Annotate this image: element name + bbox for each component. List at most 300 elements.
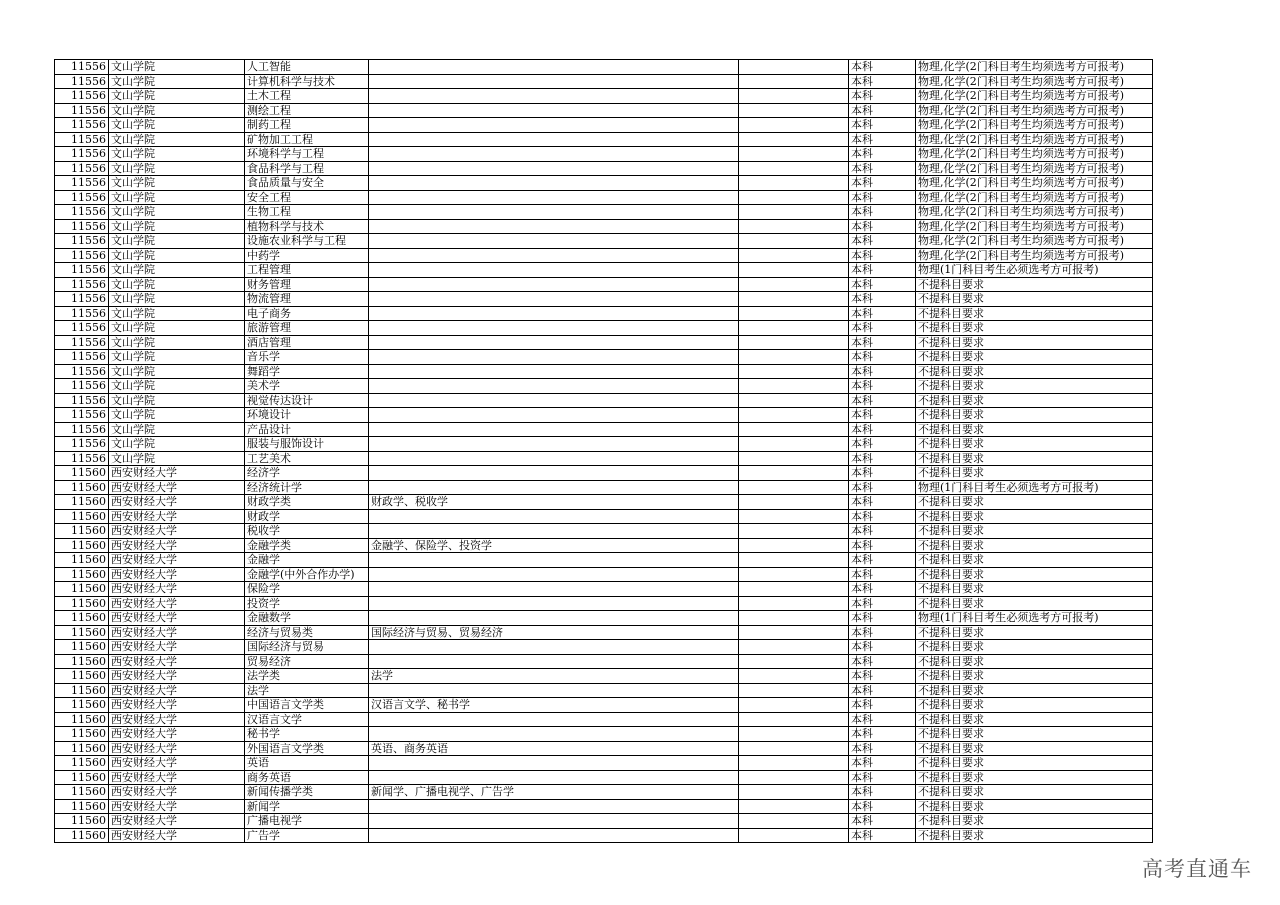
included-majors-cell [369, 553, 739, 568]
level-cell: 本科 [849, 712, 916, 727]
level-cell: 本科 [849, 538, 916, 553]
blank-cell [739, 756, 849, 771]
major-name-cell: 新闻传播学类 [245, 785, 369, 800]
level-cell: 本科 [849, 248, 916, 263]
subject-requirement-cell: 不提科目要求 [916, 466, 1153, 481]
subject-requirement-cell: 不提科目要求 [916, 292, 1153, 307]
blank-cell [739, 132, 849, 147]
major-name-cell: 视觉传达设计 [245, 393, 369, 408]
blank-cell [739, 190, 849, 205]
major-name-cell: 汉语言文学 [245, 712, 369, 727]
major-name-cell: 环境设计 [245, 408, 369, 423]
level-cell: 本科 [849, 480, 916, 495]
level-cell: 本科 [849, 277, 916, 292]
school-code-cell: 11556 [55, 132, 109, 147]
table-body [55, 60, 1153, 843]
blank-cell [739, 277, 849, 292]
table-row [55, 161, 1153, 176]
school-code-cell: 11560 [55, 567, 109, 582]
blank-cell [739, 422, 849, 437]
major-name-cell: 美术学 [245, 379, 369, 394]
subject-requirement-cell: 不提科目要求 [916, 321, 1153, 336]
included-majors-cell [369, 132, 739, 147]
subject-requirement-cell: 不提科目要求 [916, 698, 1153, 713]
table-row [55, 625, 1153, 640]
school-code-cell: 11560 [55, 741, 109, 756]
school-name-cell: 西安财经大学 [109, 466, 245, 481]
school-code-cell: 11556 [55, 263, 109, 278]
blank-cell [739, 335, 849, 350]
major-name-cell: 秘书学 [245, 727, 369, 742]
included-majors-cell [369, 408, 739, 423]
major-name-cell: 土木工程 [245, 89, 369, 104]
school-code-cell: 11556 [55, 219, 109, 234]
level-cell: 本科 [849, 756, 916, 771]
blank-cell [739, 611, 849, 626]
blank-cell [739, 654, 849, 669]
school-name-cell: 西安财经大学 [109, 625, 245, 640]
school-name-cell: 文山学院 [109, 379, 245, 394]
blank-cell [739, 799, 849, 814]
major-name-cell: 英语 [245, 756, 369, 771]
subject-requirement-cell: 物理(1门科目考生必须选考方可报考) [916, 611, 1153, 626]
school-code-cell: 11560 [55, 814, 109, 829]
major-name-cell: 旅游管理 [245, 321, 369, 336]
school-name-cell: 西安财经大学 [109, 669, 245, 684]
included-majors-cell: 新闻学、广播电视学、广告学 [369, 785, 739, 800]
table-row [55, 350, 1153, 365]
table-row [55, 683, 1153, 698]
subject-requirement-cell: 不提科目要求 [916, 596, 1153, 611]
subject-requirement-cell: 不提科目要求 [916, 451, 1153, 466]
school-code-cell: 11560 [55, 640, 109, 655]
school-name-cell: 文山学院 [109, 60, 245, 75]
major-name-cell: 工程管理 [245, 263, 369, 278]
school-code-cell: 11560 [55, 480, 109, 495]
included-majors-cell [369, 437, 739, 452]
table-row [55, 480, 1153, 495]
level-cell: 本科 [849, 74, 916, 89]
subject-requirement-cell: 物理(1门科目考生必须选考方可报考) [916, 263, 1153, 278]
blank-cell [739, 379, 849, 394]
level-cell: 本科 [849, 147, 916, 162]
major-name-cell: 经济统计学 [245, 480, 369, 495]
school-name-cell: 西安财经大学 [109, 828, 245, 843]
included-majors-cell [369, 277, 739, 292]
subject-requirement-cell: 不提科目要求 [916, 538, 1153, 553]
blank-cell [739, 248, 849, 263]
table-row [55, 785, 1153, 800]
included-majors-cell [369, 422, 739, 437]
major-name-cell: 物流管理 [245, 292, 369, 307]
major-name-cell: 植物科学与技术 [245, 219, 369, 234]
school-code-cell: 11556 [55, 306, 109, 321]
subject-requirement-cell: 不提科目要求 [916, 277, 1153, 292]
included-majors-cell: 国际经济与贸易、贸易经济 [369, 625, 739, 640]
table-row [55, 596, 1153, 611]
school-code-cell: 11556 [55, 103, 109, 118]
included-majors-cell [369, 524, 739, 539]
school-code-cell: 11556 [55, 205, 109, 220]
school-code-cell: 11556 [55, 364, 109, 379]
major-name-cell: 法学类 [245, 669, 369, 684]
table-row [55, 103, 1153, 118]
school-name-cell: 文山学院 [109, 219, 245, 234]
school-name-cell: 文山学院 [109, 451, 245, 466]
blank-cell [739, 161, 849, 176]
level-cell: 本科 [849, 60, 916, 75]
major-name-cell: 音乐学 [245, 350, 369, 365]
blank-cell [739, 364, 849, 379]
school-name-cell: 文山学院 [109, 321, 245, 336]
table-row [55, 567, 1153, 582]
subject-requirement-cell: 不提科目要求 [916, 828, 1153, 843]
included-majors-cell [369, 640, 739, 655]
included-majors-cell [369, 176, 739, 191]
level-cell: 本科 [849, 103, 916, 118]
school-code-cell: 11556 [55, 379, 109, 394]
school-code-cell: 11560 [55, 611, 109, 626]
major-name-cell: 环境科学与工程 [245, 147, 369, 162]
level-cell: 本科 [849, 379, 916, 394]
school-name-cell: 文山学院 [109, 234, 245, 249]
school-name-cell: 西安财经大学 [109, 741, 245, 756]
level-cell: 本科 [849, 118, 916, 133]
table-row [55, 741, 1153, 756]
school-code-cell: 11560 [55, 466, 109, 481]
school-name-cell: 西安财经大学 [109, 582, 245, 597]
school-code-cell: 11560 [55, 785, 109, 800]
included-majors-cell [369, 219, 739, 234]
school-name-cell: 文山学院 [109, 118, 245, 133]
school-code-cell: 11560 [55, 727, 109, 742]
major-name-cell: 食品科学与工程 [245, 161, 369, 176]
table-row [55, 263, 1153, 278]
table-row [55, 495, 1153, 510]
school-code-cell: 11556 [55, 451, 109, 466]
school-name-cell: 文山学院 [109, 74, 245, 89]
level-cell: 本科 [849, 611, 916, 626]
blank-cell [739, 408, 849, 423]
level-cell: 本科 [849, 234, 916, 249]
major-name-cell: 金融学(中外合作办学) [245, 567, 369, 582]
level-cell: 本科 [849, 408, 916, 423]
level-cell: 本科 [849, 625, 916, 640]
level-cell: 本科 [849, 683, 916, 698]
level-cell: 本科 [849, 553, 916, 568]
major-name-cell: 酒店管理 [245, 335, 369, 350]
blank-cell [739, 770, 849, 785]
school-name-cell: 西安财经大学 [109, 495, 245, 510]
school-name-cell: 西安财经大学 [109, 814, 245, 829]
table-row [55, 408, 1153, 423]
blank-cell [739, 219, 849, 234]
blank-cell [739, 727, 849, 742]
blank-cell [739, 596, 849, 611]
school-code-cell: 11556 [55, 234, 109, 249]
table-row [55, 248, 1153, 263]
level-cell: 本科 [849, 364, 916, 379]
major-name-cell: 国际经济与贸易 [245, 640, 369, 655]
subject-requirement-cell: 不提科目要求 [916, 741, 1153, 756]
school-code-cell: 11556 [55, 190, 109, 205]
subject-requirement-cell: 物理,化学(2门科目考生均须选考方可报考) [916, 132, 1153, 147]
blank-cell [739, 89, 849, 104]
major-name-cell: 食品质量与安全 [245, 176, 369, 191]
table-row [55, 306, 1153, 321]
level-cell: 本科 [849, 190, 916, 205]
blank-cell [739, 741, 849, 756]
table-row [55, 364, 1153, 379]
included-majors-cell [369, 335, 739, 350]
table-row [55, 553, 1153, 568]
table-row [55, 292, 1153, 307]
subject-requirement-cell: 物理,化学(2门科目考生均须选考方可报考) [916, 161, 1153, 176]
school-name-cell: 西安财经大学 [109, 683, 245, 698]
school-code-cell: 11560 [55, 756, 109, 771]
included-majors-cell [369, 306, 739, 321]
major-name-cell: 设施农业科学与工程 [245, 234, 369, 249]
subject-requirement-cell: 物理,化学(2门科目考生均须选考方可报考) [916, 147, 1153, 162]
subject-requirement-cell: 不提科目要求 [916, 770, 1153, 785]
table-row [55, 756, 1153, 771]
subject-requirement-cell: 不提科目要求 [916, 306, 1153, 321]
school-code-cell: 11560 [55, 625, 109, 640]
table-row [55, 437, 1153, 452]
school-name-cell: 西安财经大学 [109, 567, 245, 582]
level-cell: 本科 [849, 814, 916, 829]
table-row [55, 147, 1153, 162]
major-name-cell: 投资学 [245, 596, 369, 611]
level-cell: 本科 [849, 582, 916, 597]
table-row [55, 321, 1153, 336]
major-name-cell: 外国语言文学类 [245, 741, 369, 756]
table-row [55, 176, 1153, 191]
table-row [55, 466, 1153, 481]
included-majors-cell [369, 814, 739, 829]
school-code-cell: 11556 [55, 393, 109, 408]
subject-requirement-cell: 不提科目要求 [916, 727, 1153, 742]
blank-cell [739, 625, 849, 640]
level-cell: 本科 [849, 799, 916, 814]
school-name-cell: 西安财经大学 [109, 553, 245, 568]
included-majors-cell [369, 321, 739, 336]
level-cell: 本科 [849, 770, 916, 785]
school-name-cell: 文山学院 [109, 263, 245, 278]
level-cell: 本科 [849, 640, 916, 655]
school-code-cell: 11560 [55, 683, 109, 698]
subject-requirement-cell: 物理,化学(2门科目考生均须选考方可报考) [916, 205, 1153, 220]
school-name-cell: 文山学院 [109, 335, 245, 350]
subject-requirement-cell: 物理,化学(2门科目考生均须选考方可报考) [916, 74, 1153, 89]
school-name-cell: 西安财经大学 [109, 596, 245, 611]
level-cell: 本科 [849, 321, 916, 336]
table-row [55, 277, 1153, 292]
major-name-cell: 经济学 [245, 466, 369, 481]
included-majors-cell: 英语、商务英语 [369, 741, 739, 756]
included-majors-cell [369, 89, 739, 104]
school-code-cell: 11560 [55, 495, 109, 510]
blank-cell [739, 147, 849, 162]
school-name-cell: 西安财经大学 [109, 727, 245, 742]
table-row [55, 582, 1153, 597]
blank-cell [739, 263, 849, 278]
major-name-cell: 生物工程 [245, 205, 369, 220]
major-name-cell: 服装与服饰设计 [245, 437, 369, 452]
school-code-cell: 11560 [55, 669, 109, 684]
subject-requirement-cell: 不提科目要求 [916, 509, 1153, 524]
level-cell: 本科 [849, 437, 916, 452]
included-majors-cell [369, 683, 739, 698]
table-row [55, 654, 1153, 669]
subject-requirement-cell: 不提科目要求 [916, 422, 1153, 437]
included-majors-cell [369, 611, 739, 626]
level-cell: 本科 [849, 306, 916, 321]
blank-cell [739, 567, 849, 582]
school-name-cell: 文山学院 [109, 393, 245, 408]
school-name-cell: 西安财经大学 [109, 712, 245, 727]
table-row [55, 538, 1153, 553]
school-name-cell: 文山学院 [109, 176, 245, 191]
school-code-cell: 11560 [55, 654, 109, 669]
school-name-cell: 文山学院 [109, 422, 245, 437]
level-cell: 本科 [849, 335, 916, 350]
watermark-text: 高考直通车 [1142, 857, 1252, 881]
major-name-cell: 广播电视学 [245, 814, 369, 829]
included-majors-cell [369, 770, 739, 785]
subject-requirement-cell: 物理,化学(2门科目考生均须选考方可报考) [916, 219, 1153, 234]
major-name-cell: 财政学 [245, 509, 369, 524]
school-name-cell: 文山学院 [109, 147, 245, 162]
school-name-cell: 西安财经大学 [109, 611, 245, 626]
subject-requirement-cell: 物理,化学(2门科目考生均须选考方可报考) [916, 60, 1153, 75]
subject-requirement-cell: 不提科目要求 [916, 625, 1153, 640]
included-majors-cell [369, 582, 739, 597]
school-name-cell: 西安财经大学 [109, 785, 245, 800]
level-cell: 本科 [849, 727, 916, 742]
subject-requirement-cell: 不提科目要求 [916, 524, 1153, 539]
subject-requirement-cell: 不提科目要求 [916, 669, 1153, 684]
blank-cell [739, 712, 849, 727]
major-name-cell: 财务管理 [245, 277, 369, 292]
included-majors-cell [369, 828, 739, 843]
level-cell: 本科 [849, 451, 916, 466]
school-name-cell: 西安财经大学 [109, 756, 245, 771]
blank-cell [739, 814, 849, 829]
school-name-cell: 西安财经大学 [109, 524, 245, 539]
subject-requirement-cell: 不提科目要求 [916, 799, 1153, 814]
subject-requirement-cell: 物理,化学(2门科目考生均须选考方可报考) [916, 190, 1153, 205]
major-name-cell: 商务英语 [245, 770, 369, 785]
major-name-cell: 电子商务 [245, 306, 369, 321]
table-row [55, 132, 1153, 147]
table-row [55, 611, 1153, 626]
blank-cell [739, 451, 849, 466]
subject-requirement-cell: 不提科目要求 [916, 350, 1153, 365]
school-code-cell: 11560 [55, 698, 109, 713]
school-code-cell: 11556 [55, 422, 109, 437]
blank-cell [739, 292, 849, 307]
major-name-cell: 保险学 [245, 582, 369, 597]
school-name-cell: 文山学院 [109, 306, 245, 321]
table-row [55, 74, 1153, 89]
included-majors-cell [369, 60, 739, 75]
subject-requirement-cell: 物理(1门科目考生必须选考方可报考) [916, 480, 1153, 495]
blank-cell [739, 785, 849, 800]
included-majors-cell [369, 147, 739, 162]
school-code-cell: 11556 [55, 176, 109, 191]
blank-cell [739, 437, 849, 452]
school-name-cell: 西安财经大学 [109, 799, 245, 814]
subject-requirement-cell: 不提科目要求 [916, 437, 1153, 452]
blank-cell [739, 828, 849, 843]
subject-requirement-cell: 不提科目要求 [916, 785, 1153, 800]
included-majors-cell [369, 712, 739, 727]
level-cell: 本科 [849, 567, 916, 582]
blank-cell [739, 176, 849, 191]
subject-requirement-cell: 不提科目要求 [916, 654, 1153, 669]
subject-requirement-cell: 物理,化学(2门科目考生均须选考方可报考) [916, 234, 1153, 249]
school-name-cell: 西安财经大学 [109, 480, 245, 495]
school-code-cell: 11556 [55, 89, 109, 104]
blank-cell [739, 669, 849, 684]
level-cell: 本科 [849, 698, 916, 713]
table-row [55, 669, 1153, 684]
enrollment-table [54, 59, 1153, 843]
school-code-cell: 11560 [55, 582, 109, 597]
school-code-cell: 11560 [55, 770, 109, 785]
level-cell: 本科 [849, 161, 916, 176]
major-name-cell: 广告学 [245, 828, 369, 843]
subject-requirement-cell: 物理,化学(2门科目考生均须选考方可报考) [916, 248, 1153, 263]
blank-cell [739, 205, 849, 220]
major-name-cell: 金融数学 [245, 611, 369, 626]
table-row [55, 335, 1153, 350]
included-majors-cell [369, 509, 739, 524]
level-cell: 本科 [849, 263, 916, 278]
school-code-cell: 11556 [55, 147, 109, 162]
major-name-cell: 中国语言文学类 [245, 698, 369, 713]
school-code-cell: 11560 [55, 828, 109, 843]
blank-cell [739, 74, 849, 89]
blank-cell [739, 538, 849, 553]
major-name-cell: 新闻学 [245, 799, 369, 814]
school-name-cell: 西安财经大学 [109, 640, 245, 655]
major-name-cell: 制药工程 [245, 118, 369, 133]
major-name-cell: 计算机科学与技术 [245, 74, 369, 89]
major-name-cell: 法学 [245, 683, 369, 698]
school-name-cell: 文山学院 [109, 205, 245, 220]
included-majors-cell: 法学 [369, 669, 739, 684]
included-majors-cell [369, 205, 739, 220]
school-code-cell: 11560 [55, 799, 109, 814]
subject-requirement-cell: 不提科目要求 [916, 582, 1153, 597]
blank-cell [739, 393, 849, 408]
level-cell: 本科 [849, 669, 916, 684]
school-code-cell: 11560 [55, 596, 109, 611]
included-majors-cell [369, 379, 739, 394]
table-row [55, 814, 1153, 829]
subject-requirement-cell: 不提科目要求 [916, 814, 1153, 829]
school-name-cell: 文山学院 [109, 161, 245, 176]
school-code-cell: 11556 [55, 161, 109, 176]
blank-cell [739, 306, 849, 321]
subject-requirement-cell: 不提科目要求 [916, 393, 1153, 408]
school-name-cell: 文山学院 [109, 292, 245, 307]
level-cell: 本科 [849, 495, 916, 510]
blank-cell [739, 350, 849, 365]
major-name-cell: 舞蹈学 [245, 364, 369, 379]
